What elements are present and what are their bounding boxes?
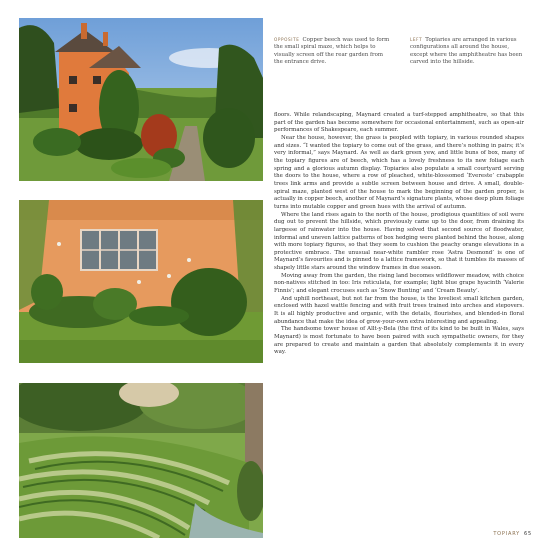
body-paragraph: The handsome tower house of Allt-y-Bela (the first of its kind to be built in Wales, says Maynard) is most fortunate to have been paired with such sympathetic owners, for they are prepared to create and maintain a garden that absolutely complements it in every way. bbox=[274, 326, 524, 356]
article-body bbox=[274, 112, 524, 357]
caption-tag-left: LEFT bbox=[410, 37, 423, 42]
page-folio bbox=[493, 531, 532, 537]
caption-tag-opposite: OPPOSITE bbox=[274, 37, 300, 42]
photo-tower-house bbox=[19, 18, 263, 181]
body-paragraph: floors. While relandscaping, Maynard created a turf-stepped amphitheatre, so that this part of the garden has become somewhere for occasional entertainment, such as open-air performances of Shakespeare, each summer. bbox=[274, 112, 524, 134]
body-paragraph: Where the land rises again to the north of the house, prodigious quantities of soil were dug out to prevent the hillside, which previously came up to the door, from draining its largesse of rainwater into the house. Having solved that second source of floodwater, informal and uneven lattice patterns of box hedging were planted behind the house, along with more topiary figures, so that they seem to cushion the peachy orange elevations in a protective embrace. The unusual near-white rambler rose ‘Astra Desmond’ is one of Maynard’s favourites and is pinned to a lattice framework, so that it tumbles its masses of shapely little stars around the window frames in due season. bbox=[274, 211, 524, 272]
caption-left bbox=[410, 36, 528, 66]
running-section-title: TOPIARY bbox=[493, 531, 521, 537]
caption-opposite bbox=[274, 36, 392, 66]
caption-text-left: Topiaries are arranged in various configurations all around the house, except where the amphitheatre has been carved into the hillside. bbox=[410, 37, 523, 65]
photo-amphitheatre bbox=[19, 383, 263, 538]
body-paragraph: And uphill northeast, but not far from the house, is the loveliest small kitchen garden, enclosed with hazel wattle fencing and with fruit trees trained into arches and stepovers. It is all highly productive and organic, with the details, flourishes, and blended-in floral abundance that make the idea of grow-your-own extra interesting and appealing. bbox=[274, 295, 524, 325]
caption-text-opposite: Copper beech was used to form the small spiral maze, which helps to visually screen off the rear garden from the entrance drive. bbox=[274, 37, 390, 65]
page-number: 65 bbox=[524, 531, 532, 537]
body-paragraph: Moving away from the garden, the rising land becomes wildflower meadow, with choice non-natives stitched in too: Iris reticulata, for example; light blue grape hyacinth ‘Valerie Finnis’; and elegant crocuses such as ‘Snow Bunting’ and ‘Cream Beauty’. bbox=[274, 272, 524, 295]
body-paragraph: Near the house, however, the grass is peopled with topiary, in various rounded shapes and sizes. “I wanted the topiary to come out of the grass, and there’s nothing in pairs; it’s very informal,” says Maynard. As well as dark green yew, and little buns of box, many of the topiary figures are of beech, which has a lovely freshness to its new foliage each spring and a glorious autumn display. Topiaries also populate a small courtyard serving the doors to the house, where a row of pleached, white-blossomed ‘Evereste’ crabapple trees link arms and provide a subtle screen between house and drive. A small, double-spiral maze, planted west of the house to mark the beginning of the garden proper, is actually in copper beech, another of Maynard’s signature plants, whose deep plum foliage turns into mutable copper and green hues with the arrival of autumn. bbox=[274, 134, 524, 210]
photo-window-topiary bbox=[19, 200, 263, 363]
